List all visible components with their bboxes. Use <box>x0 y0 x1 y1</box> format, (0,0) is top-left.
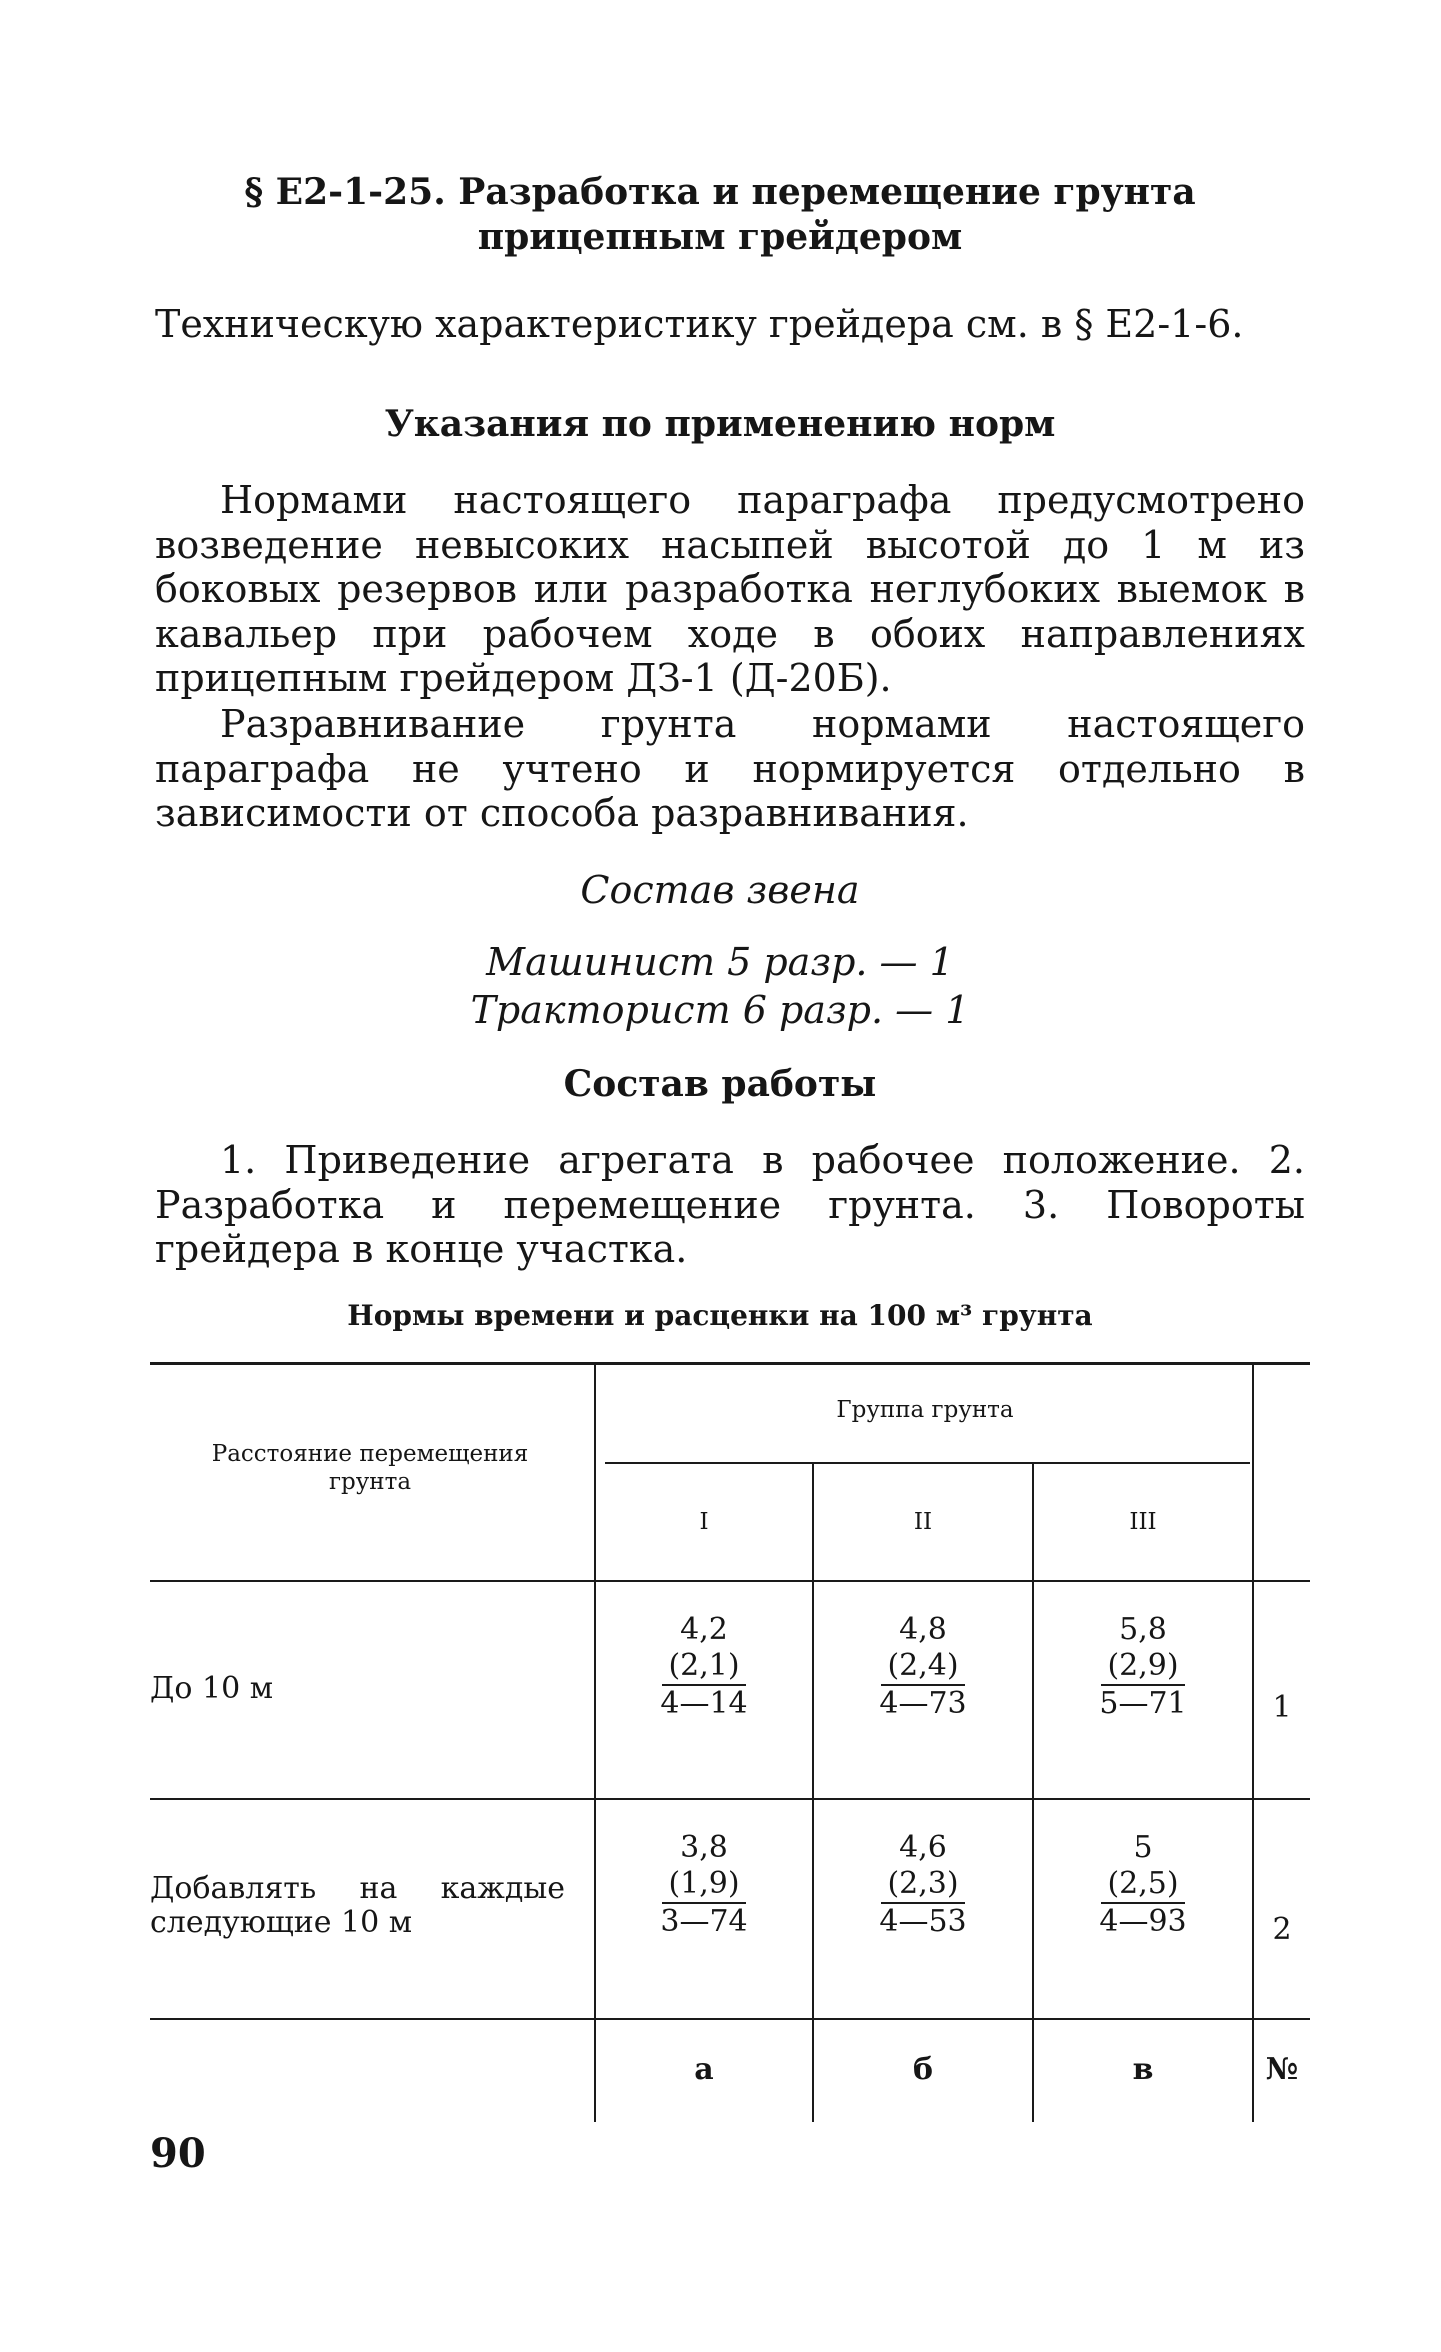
time-norm: 4,2 <box>680 1612 728 1647</box>
column-letter: а <box>694 2052 714 2087</box>
section-title-line1: § Е2-1-25. Разработка и перемещение грунта <box>244 171 1196 213</box>
table-header-rule <box>150 1580 1310 1582</box>
col-header-distance: Расстояние перемещения грунта <box>211 1441 529 1495</box>
table-col-divider <box>1252 1362 1254 2122</box>
row-number-header: № <box>1265 2052 1299 2087</box>
table-cell <box>1034 1830 1252 1940</box>
machine-time: (2,3) <box>881 1866 964 1904</box>
work-heading: Состав работы <box>563 1063 877 1105</box>
price: 5—71 <box>1099 1686 1187 1721</box>
page-number: 90 <box>150 2130 206 2177</box>
machine-time: (2,1) <box>662 1648 745 1686</box>
table-cell <box>1034 1612 1252 1722</box>
column-letter: в <box>1132 2052 1154 2087</box>
work-text: 1. Приведение агрегата в рабочее положение. 2. Разработка и перемещение грунта. 3. Повороты грейдера в конце участка. <box>155 1138 1305 1271</box>
table-caption: Нормы времени и расценки на 100 м³ грунта <box>347 1299 1093 1332</box>
table-cell <box>814 1830 1032 1940</box>
row-2-label: Добавлять на каждые следующие 10 м <box>150 1871 565 1940</box>
time-norm: 4,8 <box>899 1612 947 1647</box>
table-cell <box>814 1612 1032 1722</box>
machine-time: (2,5) <box>1101 1866 1184 1904</box>
row-2-number: 2 <box>1272 1912 1292 1947</box>
price: 4—93 <box>1099 1904 1187 1939</box>
section-title-line2: прицепным грейдером <box>477 216 963 258</box>
machine-time: (2,9) <box>1101 1648 1184 1686</box>
price: 4—14 <box>660 1686 748 1721</box>
group-I-header: I <box>699 1509 709 1535</box>
crew-heading: Состав звена <box>580 868 860 912</box>
price: 3—74 <box>660 1904 748 1939</box>
price: 4—53 <box>879 1904 967 1939</box>
table-footer-rule <box>150 2018 1310 2020</box>
section-title <box>150 170 1290 260</box>
table-cell <box>596 1830 812 1940</box>
price: 4—73 <box>879 1686 967 1721</box>
table-group-rule <box>605 1462 1250 1464</box>
group-III-header: III <box>1129 1509 1157 1535</box>
crew-member: Тракторист 6 разр. — 1 <box>470 988 970 1032</box>
group-II-header: II <box>913 1509 933 1535</box>
row-1-label: До 10 м <box>150 1671 274 1706</box>
time-norm: 5,8 <box>1119 1612 1167 1647</box>
table-col-divider <box>812 1462 814 2122</box>
paragraph-1: Нормами настоящего параграфа предусмотрено возведение невысоких насыпей высотой до 1 м из боковых резервов или разработка неглубоких выемок в кавальер при рабочем ходе в обоих направлениях прицепным грейдером ДЗ-1 (Д-20Б). <box>155 478 1305 700</box>
table-cell <box>596 1612 812 1722</box>
crew-list <box>150 938 1290 1034</box>
paragraph-2: Разравнивание грунта нормами настоящего параграфа не учтено и нормируется отдельно в зависимости от способа разравнивания. <box>155 702 1305 835</box>
crew-member: Машинист 5 разр. — 1 <box>486 940 954 984</box>
row-1-number: 1 <box>1272 1690 1292 1725</box>
time-norm: 4,6 <box>899 1830 947 1865</box>
instructions-heading: Указания по применению норм <box>384 403 1056 445</box>
machine-time: (2,4) <box>881 1648 964 1686</box>
time-norm: 3,8 <box>680 1830 728 1865</box>
machine-time: (1,9) <box>662 1866 745 1904</box>
column-letter: б <box>912 2052 933 2087</box>
table-row-rule <box>150 1798 1310 1800</box>
col-header-group: Группа грунта <box>836 1397 1014 1423</box>
time-norm: 5 <box>1133 1830 1153 1865</box>
reference-text: Техническую характеристику грейдера см. в § Е2-1-6. <box>155 302 1244 346</box>
table-col-divider <box>1032 1462 1034 2122</box>
table-col-divider <box>594 1362 596 2122</box>
table-top-rule <box>150 1362 1310 1365</box>
